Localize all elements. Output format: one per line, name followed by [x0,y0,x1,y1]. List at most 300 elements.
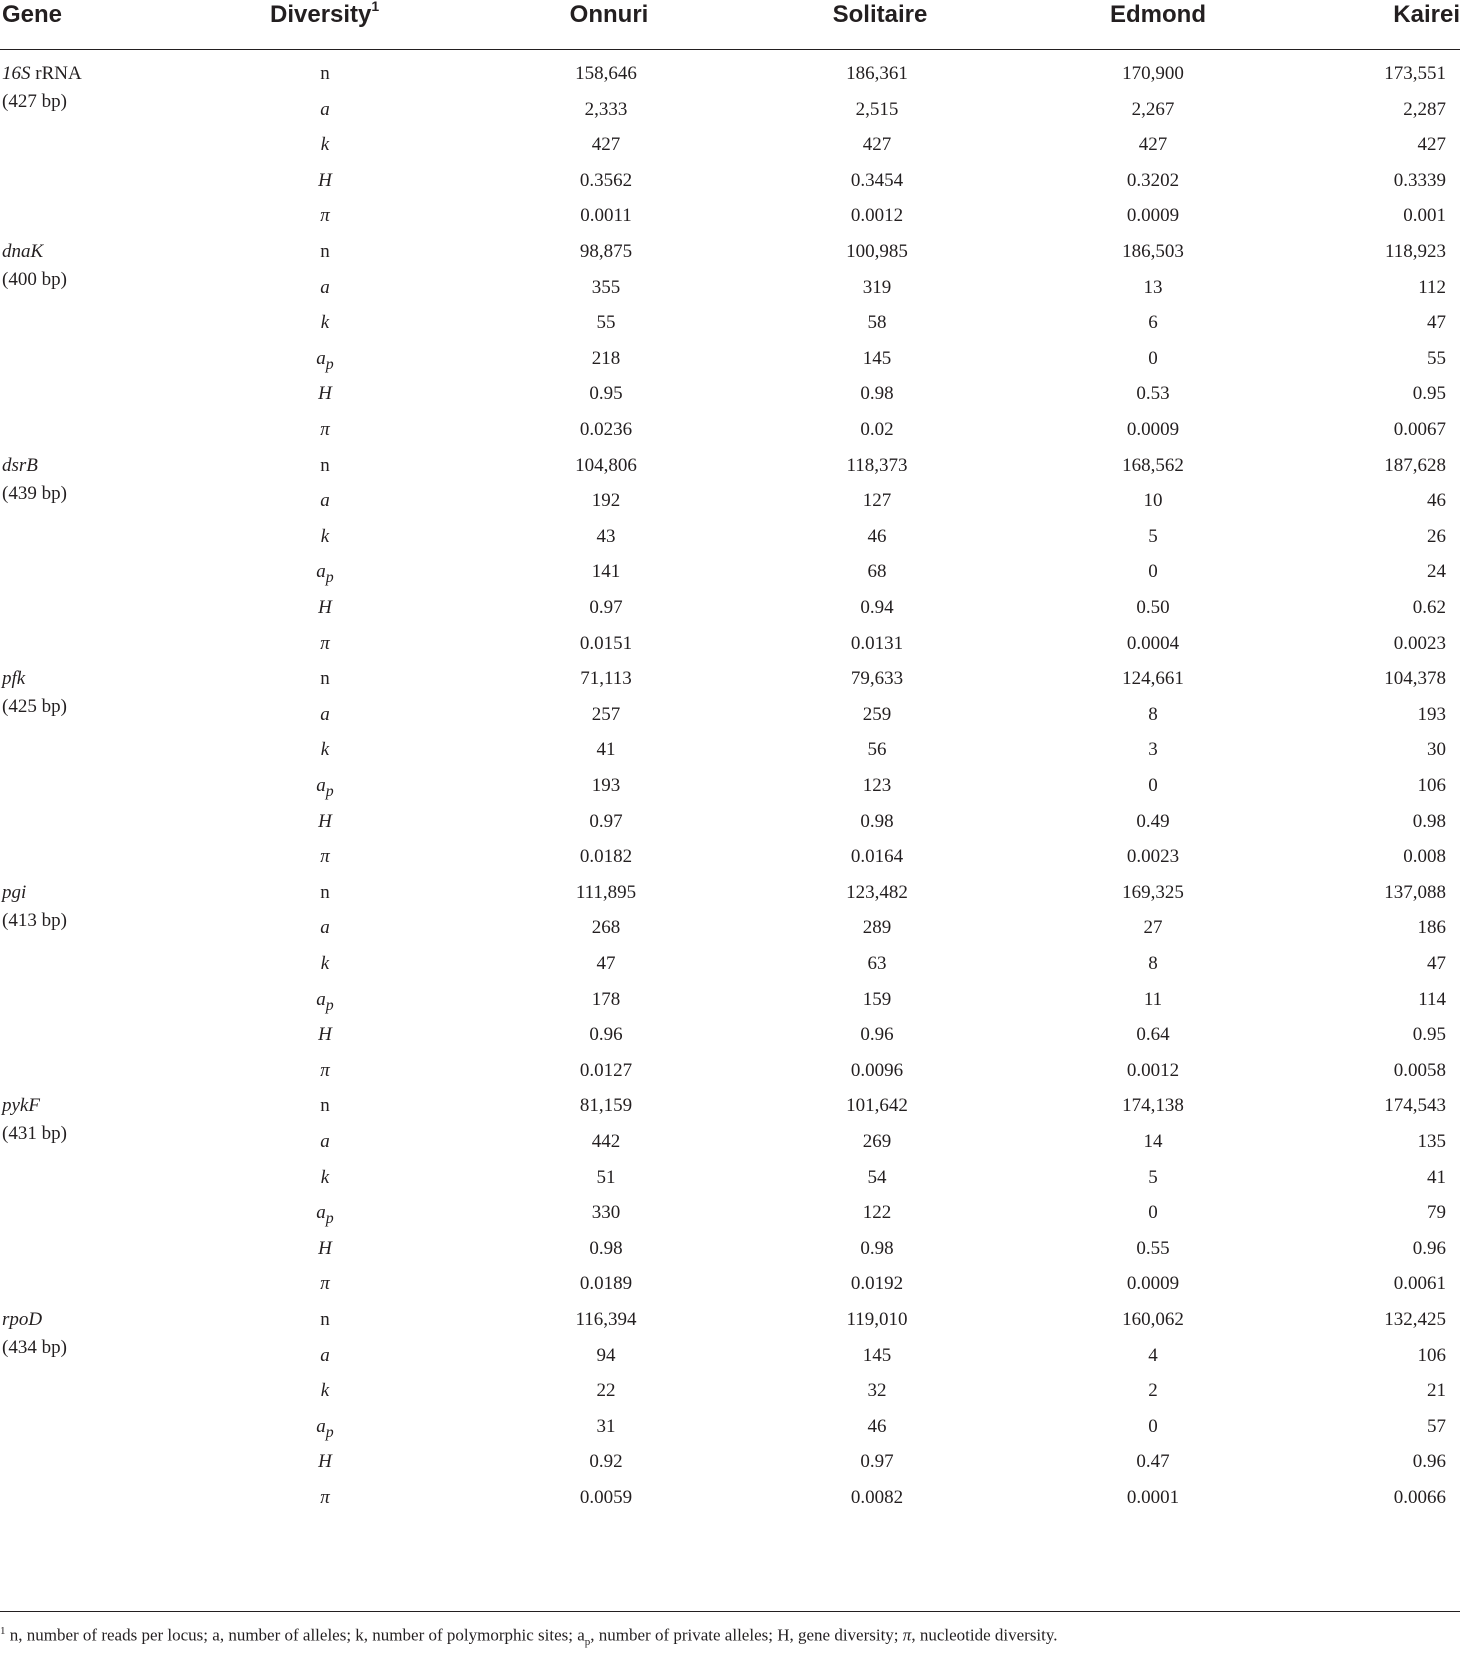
solitaire-value: 127 [862,490,892,512]
table-row [0,1166,1460,1203]
footnote-marker: 1 [0,1625,6,1637]
table-row [0,632,1460,669]
table-row [0,1023,1460,1060]
diversity-symbol [300,1130,350,1154]
kairei-value: 47 [1427,953,1446,974]
diversity-symbol-text: a [316,1415,326,1437]
edmond-value: 6 [1148,312,1158,334]
table-row [0,382,1460,419]
onnuri-value: 104,806 [575,454,637,476]
kairei-value: 187,628 [1384,454,1446,476]
solitaire-value: 123 [862,775,892,796]
onnuri-value: 116,394 [575,1309,637,1330]
diversity-symbol [300,1344,350,1368]
header-onnuri: Onnuri [569,1,649,28]
gene-length: (439 bp) [2,482,67,504]
diversity-symbol [300,169,350,193]
kairei-value: 55 [1427,347,1446,369]
onnuri-value: 0.97 [589,597,623,618]
gene-name: 16S [2,63,31,84]
header-diversity-footnote-marker: 1 [371,0,380,14]
gene-name: dsrB [2,454,38,476]
edmond-value: 160,062 [1122,1309,1184,1330]
onnuri-value: 0.0151 [579,632,633,654]
diversity-symbol-text: a [316,988,326,1010]
diversity-symbol [300,311,350,335]
solitaire-value: 63 [867,953,887,974]
kairei-value: 41 [1427,1166,1446,1188]
onnuri-value: 218 [591,347,621,369]
solitaire-value: 259 [862,703,892,725]
table-row [0,560,1460,597]
diversity-symbol [300,1237,350,1261]
kairei-value: 193 [1417,703,1446,725]
diversity-symbol-text: π [320,632,330,654]
solitaire-value: 0.0012 [850,205,904,227]
solitaire-value: 0.0164 [850,846,904,868]
diversity-symbol-subscript: p [325,996,334,1014]
table-row [0,1379,1460,1416]
diversity-symbol-subscript: p [325,569,334,587]
kairei-value: 106 [1417,775,1446,796]
kairei-value: 104,378 [1384,668,1446,690]
table-row [0,1415,1460,1452]
diversity-symbol [300,133,350,157]
edmond-value: 13 [1143,276,1163,298]
edmond-value: 0 [1148,561,1158,583]
gene-length: (431 bp) [2,1123,67,1145]
diversity-symbol-text: k [320,134,330,156]
onnuri-value: 2,333 [584,98,628,120]
solitaire-value: 54 [867,1166,887,1188]
diversity-symbol-text: π [320,1487,330,1508]
diversity-symbol-text: H [318,1024,332,1046]
solitaire-value: 427 [862,134,892,156]
diversity-symbol [300,1308,350,1332]
gene-name: dnaK [2,241,44,262]
footnote-pi: π [902,1625,912,1645]
kairei-value: 0.0023 [1393,632,1446,654]
header-solitaire: Solitaire [832,1,928,28]
kairei-value: 26 [1427,525,1446,547]
onnuri-value: 0.0189 [579,1273,633,1295]
diversity-symbol [300,347,350,377]
kairei-value: 0.96 [1412,1237,1446,1259]
diversity-symbol-text: a [316,561,326,583]
table-row [0,1094,1460,1131]
diversity-symbol [300,1166,350,1190]
diversity-symbol-text: a [320,490,330,512]
diversity-symbol [300,1486,350,1510]
table-row [0,525,1460,562]
edmond-value: 0.50 [1136,597,1170,618]
diversity-symbol [300,703,350,727]
edmond-value: 0.64 [1136,1024,1170,1046]
gene-name: pfk [2,668,26,690]
onnuri-value: 98,875 [579,241,633,262]
diversity-symbol [300,62,350,86]
onnuri-value: 268 [591,917,621,939]
diversity-symbol-text: a [316,1202,326,1224]
kairei-value: 112 [1418,276,1446,298]
solitaire-value: 0.96 [860,1024,894,1046]
header-diversity: Diversity$^1$ [270,0,380,28]
table-row [0,1308,1460,1345]
diversity-symbol-text: H [318,1451,332,1473]
diversity-symbol-subscript: p [325,782,334,800]
edmond-value: 8 [1148,953,1158,974]
gene-name-suffix: rRNA [30,63,82,84]
edmond-value: 174,138 [1122,1095,1184,1117]
onnuri-value: 330 [591,1202,621,1224]
diversity-symbol-text: k [320,1166,330,1188]
edmond-value: 0.0004 [1126,632,1180,654]
diversity-symbol-subscript: p [325,355,334,373]
diversity-symbol-text: π [320,1273,330,1295]
diversity-symbol-text: n [320,668,330,690]
onnuri-value: 178 [591,988,621,1010]
edmond-value: 186,503 [1122,241,1184,262]
diversity-symbol [300,1379,350,1403]
diversity-symbol-text: n [320,63,330,84]
table-row [0,454,1460,491]
onnuri-value: 0.97 [589,810,623,832]
diversity-symbol-text: k [320,525,330,547]
kairei-value: 106 [1417,1344,1446,1366]
table-row [0,916,1460,953]
edmond-value: 5 [1148,525,1158,547]
edmond-value: 427 [1138,134,1168,156]
diversity-symbol [300,489,350,513]
table-row [0,62,1460,99]
onnuri-value: 0.95 [589,383,623,405]
diversity-symbol-text: π [320,846,330,868]
edmond-value: 0 [1148,1202,1158,1224]
diversity-symbol-text: k [320,953,330,974]
edmond-value: 0.0001 [1126,1487,1180,1508]
kairei-value: 137,088 [1384,881,1446,903]
table-row [0,1237,1460,1274]
diversity-symbol [300,1059,350,1083]
solitaire-value: 68 [867,561,887,583]
diversity-symbol [300,454,350,478]
footnote-text-c: , nucleotide diversity. [911,1625,1058,1645]
table-row [0,952,1460,989]
bottom-rule [0,1611,1460,1612]
onnuri-value: 22 [596,1380,616,1402]
kairei-value: 0.98 [1412,810,1446,832]
header-gene: Gene [2,1,63,28]
solitaire-value: 118,373 [846,454,908,476]
edmond-value: 8 [1148,703,1158,725]
edmond-value: 0.0009 [1126,205,1180,227]
onnuri-value: 47 [596,953,616,974]
diversity-symbol [300,810,350,834]
diversity-symbol-subscript: p [325,1423,334,1441]
kairei-value: 173,551 [1384,63,1446,84]
diversity-symbol-text: a [316,775,326,796]
diversity-symbol-text: π [320,419,330,440]
onnuri-value: 0.0127 [579,1059,633,1081]
solitaire-value: 122 [862,1202,892,1224]
gene-name: pgi [2,881,27,903]
kairei-value: 0.0058 [1393,1059,1446,1081]
solitaire-value: 56 [867,739,887,761]
edmond-value: 11 [1143,988,1163,1010]
table-row [0,240,1460,277]
onnuri-value: 0.98 [589,1237,623,1259]
edmond-value: 0.3202 [1126,169,1180,191]
edmond-value: 10 [1143,490,1163,512]
onnuri-value: 31 [596,1415,616,1437]
solitaire-value: 79,633 [850,668,904,690]
diversity-symbol-text: a [320,703,330,725]
edmond-value: 0.0023 [1126,846,1180,868]
solitaire-value: 101,642 [846,1095,908,1117]
kairei-value: 0.008 [1403,846,1446,868]
table-row [0,1486,1460,1523]
table-row [0,1059,1460,1096]
kairei-value: 0.3339 [1393,169,1446,191]
table-row [0,988,1460,1025]
diversity-symbol [300,738,350,762]
diversity-symbol [300,1094,350,1118]
diversity-symbol-text: n [320,1095,330,1117]
diversity-symbol [300,881,350,905]
onnuri-value: 0.96 [589,1024,623,1046]
onnuri-value: 192 [591,490,621,512]
solitaire-value: 0.0192 [850,1273,904,1295]
kairei-value: 135 [1417,1131,1446,1152]
edmond-value: 0.0009 [1126,1273,1180,1295]
edmond-value: 169,325 [1122,881,1184,903]
diversity-symbol-subscript: p [325,1209,334,1227]
gene-name: pykF [2,1095,40,1117]
solitaire-value: 0.97 [860,1451,894,1473]
diversity-symbol [300,1023,350,1047]
diversity-symbol-text: a [316,347,326,369]
table-row [0,347,1460,384]
kairei-value: 0.96 [1412,1451,1446,1473]
gene-length: (434 bp) [2,1337,67,1358]
edmond-value: 3 [1148,739,1158,761]
solitaire-value: 145 [862,1344,892,1366]
footnote-text-b: , number of private alleles; H, gene diversity; [590,1625,903,1645]
table-row [0,845,1460,882]
gene-name: rpoD [2,1309,43,1330]
diversity-symbol-text: k [320,312,330,334]
table-row [0,98,1460,135]
diversity-symbol [300,98,350,122]
table-row [0,1450,1460,1487]
onnuri-value: 0.3562 [579,169,633,191]
table-row [0,1201,1460,1238]
kairei-value: 30 [1427,739,1446,761]
diversity-symbol-text: H [318,169,332,191]
diversity-symbol [300,916,350,940]
table-row [0,1344,1460,1381]
solitaire-value: 119,010 [846,1309,908,1330]
solitaire-value: 0.98 [860,1237,894,1259]
table-row [0,311,1460,348]
edmond-value: 27 [1143,917,1163,939]
onnuri-value: 41 [596,739,616,761]
edmond-value: 14 [1143,1131,1163,1152]
header-edmond: Edmond [1110,1,1206,28]
solitaire-value: 0.02 [860,419,894,440]
table-row [0,1130,1460,1167]
solitaire-value: 289 [862,917,892,939]
edmond-value: 124,661 [1122,668,1184,690]
onnuri-value: 94 [596,1344,616,1366]
edmond-value: 168,562 [1122,454,1184,476]
kairei-value: 132,425 [1384,1309,1446,1330]
diversity-symbol-text: a [320,917,330,939]
solitaire-value: 0.98 [860,810,894,832]
diversity-symbol [300,596,350,620]
diversity-symbol-text: H [318,810,332,832]
onnuri-value: 0.0011 [580,205,632,227]
table-row [0,169,1460,206]
edmond-value: 0.49 [1136,810,1170,832]
kairei-value: 174,543 [1384,1095,1446,1117]
onnuri-value: 141 [591,561,621,583]
solitaire-value: 32 [867,1380,887,1402]
kairei-value: 0.0067 [1393,419,1446,440]
edmond-value: 2 [1148,1380,1158,1402]
kairei-value: 57 [1427,1415,1446,1437]
onnuri-value: 0.0059 [579,1487,633,1508]
diversity-symbol [300,204,350,228]
diversity-symbol-text: n [320,241,330,262]
diversity-symbol [300,1201,350,1231]
diversity-symbol [300,1450,350,1474]
onnuri-value: 355 [591,276,621,298]
diversity-symbol [300,952,350,976]
diversity-symbol [300,418,350,442]
edmond-value: 0 [1148,1415,1158,1437]
kairei-value: 0.001 [1403,205,1446,227]
gene-length: (425 bp) [2,696,67,718]
edmond-value: 0.47 [1136,1451,1170,1473]
table-row [0,810,1460,847]
diversity-symbol [300,525,350,549]
solitaire-value: 0.3454 [850,169,904,191]
diversity-symbol [300,632,350,656]
diversity-symbol [300,560,350,590]
table-row [0,774,1460,811]
solitaire-value: 145 [862,347,892,369]
solitaire-value: 46 [867,1415,887,1437]
diversity-symbol [300,276,350,300]
edmond-value: 0.0012 [1126,1059,1180,1081]
kairei-value: 0.95 [1412,1024,1446,1046]
diversity-symbol-text: n [320,1309,330,1330]
onnuri-value: 43 [596,525,616,547]
solitaire-value: 0.0096 [850,1059,904,1081]
diversity-symbol-text: π [320,205,330,227]
onnuri-value: 193 [591,775,621,796]
onnuri-value: 442 [591,1131,621,1152]
kairei-value: 2,287 [1403,98,1446,120]
solitaire-value: 100,985 [846,241,908,262]
edmond-value: 0.0009 [1126,419,1180,440]
gene-length: (413 bp) [2,909,67,931]
diversity-symbol-text: a [320,1344,330,1366]
table-row [0,596,1460,633]
gene-length: (427 bp) [2,91,67,112]
footnote-text-a: n, number of reads per locus; a, number of alleles; k, number of polymorphic sites; a [5,1625,585,1645]
table-row [0,703,1460,740]
table-row [0,1272,1460,1309]
edmond-value: 0.55 [1136,1237,1170,1259]
solitaire-value: 186,361 [846,63,908,84]
solitaire-value: 0.0131 [850,632,904,654]
kairei-value: 427 [1417,134,1446,156]
diversity-symbol [300,1272,350,1296]
kairei-value: 118,923 [1384,241,1446,262]
solitaire-value: 159 [862,988,892,1010]
diversity-symbol-text: H [318,1237,332,1259]
table-row [0,204,1460,241]
diversity-symbol [300,240,350,264]
diversity-symbol-text: H [318,597,332,618]
diversity-symbol-text: H [318,383,332,405]
diversity-symbol [300,667,350,691]
onnuri-value: 158,646 [575,63,637,84]
diversity-symbol-text: π [320,1059,330,1081]
solitaire-value: 319 [862,276,892,298]
kairei-value: 21 [1427,1380,1446,1402]
edmond-value: 0.53 [1136,383,1170,405]
diversity-symbol [300,988,350,1018]
onnuri-value: 71,113 [580,668,632,690]
table-footnote [0,1620,1058,1653]
gene-length: (400 bp) [2,269,67,290]
edmond-value: 5 [1148,1166,1158,1188]
table-row [0,489,1460,526]
kairei-value: 0.0066 [1393,1487,1446,1508]
solitaire-value: 46 [867,525,887,547]
kairei-value: 46 [1427,490,1446,512]
header-kairei: Kairei [1393,1,1460,28]
onnuri-value: 51 [596,1166,616,1188]
kairei-value: 0.95 [1412,383,1446,405]
solitaire-value: 2,515 [855,98,899,120]
diversity-symbol-text: n [320,881,330,903]
table-row [0,667,1460,704]
edmond-value: 2,267 [1131,98,1175,120]
solitaire-value: 58 [867,312,887,334]
solitaire-value: 0.0082 [850,1487,904,1508]
edmond-value: 0 [1148,347,1158,369]
diversity-symbol-text: k [320,739,330,761]
table-row [0,881,1460,918]
diversity-symbol [300,1415,350,1445]
diversity-symbol [300,845,350,869]
diversity-symbol [300,382,350,406]
onnuri-value: 427 [591,134,621,156]
onnuri-value: 0.0236 [579,419,633,440]
onnuri-value: 81,159 [579,1095,633,1117]
edmond-value: 4 [1148,1344,1158,1366]
kairei-value: 186 [1417,917,1446,939]
diversity-symbol-text: k [320,1380,330,1402]
table-row [0,133,1460,170]
onnuri-value: 0.92 [589,1451,623,1473]
onnuri-value: 111,895 [575,881,637,903]
solitaire-value: 0.98 [860,383,894,405]
